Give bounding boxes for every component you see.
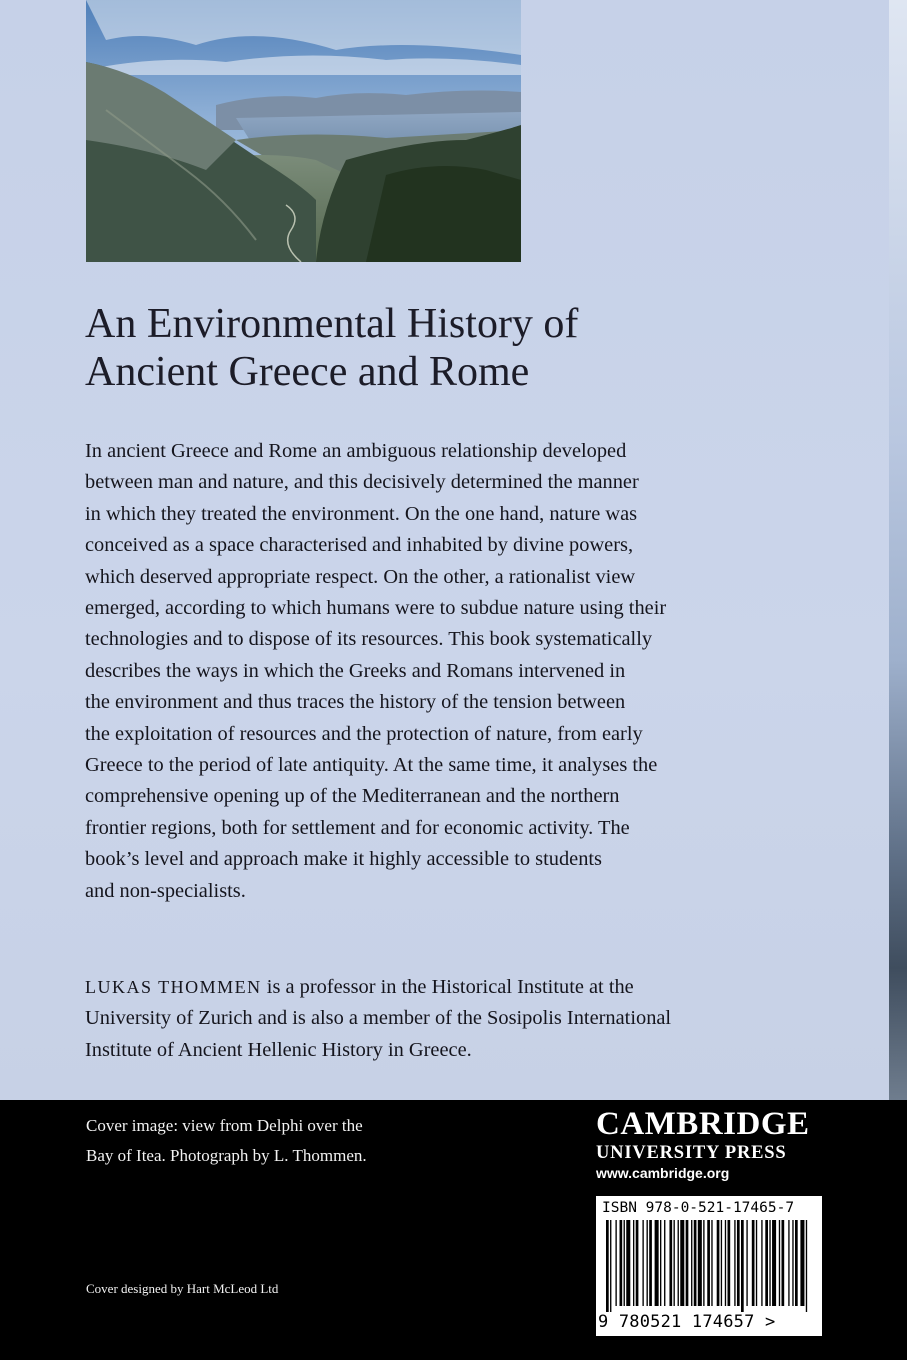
- title-line: An Environmental History of: [85, 301, 579, 347]
- description-line: describes the ways in which the Greeks and Romans intervened in: [85, 659, 626, 682]
- barcode-bar: [678, 1220, 679, 1306]
- barcode-bar: [655, 1220, 659, 1306]
- barcode-bar: [647, 1220, 648, 1306]
- publisher-website: www.cambridge.org: [596, 1165, 730, 1181]
- cover-image-credit: [86, 1111, 506, 1171]
- description-line: in which they treated the environment. On the one hand, nature was: [85, 502, 638, 525]
- barcode-bar: [711, 1220, 712, 1306]
- author-bio-line: Institute of Ancient Hellenic History in Greece.: [85, 1038, 472, 1061]
- publisher-logo: [596, 1106, 836, 1182]
- barcode-bar: [752, 1220, 755, 1306]
- description-line: between man and nature, and this decisively determined the manner: [85, 471, 639, 494]
- barcode-bar: [649, 1220, 652, 1306]
- barcode-bar: [694, 1220, 697, 1306]
- author-bio: [85, 972, 785, 1066]
- barcode-bar: [615, 1220, 616, 1306]
- title-line: Ancient Greece and Rome: [85, 349, 530, 395]
- barcode-bar: [788, 1220, 789, 1306]
- barcode-bar: [725, 1220, 726, 1306]
- barcode-bar: [707, 1220, 710, 1306]
- spine-photo-strip: [889, 0, 907, 1100]
- description-line: Greece to the period of late antiquity. At the same time, it analyses the: [85, 754, 658, 777]
- barcode-bar: [761, 1220, 762, 1306]
- author-bio-line: [85, 972, 785, 1003]
- description-line: In ancient Greece and Rome an ambiguous relationship developed: [85, 440, 627, 462]
- barcode-bar: [779, 1220, 780, 1306]
- description-line: technologies and to dispose of its resources. This book systematically: [85, 628, 653, 651]
- description-line: book’s level and approach make it highly accessible to students: [85, 848, 602, 871]
- barcode-bar: [728, 1220, 731, 1306]
- barcode-bar: [698, 1220, 702, 1306]
- barcode-bar: [741, 1220, 744, 1312]
- barcode-bar: [669, 1220, 672, 1306]
- ean-digits: 9 780521 174657 >: [598, 1312, 776, 1332]
- barcode-bar: [620, 1220, 623, 1306]
- barcode-bar: [782, 1220, 785, 1306]
- barcode-bar: [765, 1220, 768, 1306]
- description-line: the environment and thus traces the history of the tension between: [85, 691, 626, 714]
- cover-photo: [86, 0, 521, 262]
- barcode-bar: [660, 1220, 661, 1306]
- barcode-bar: [795, 1220, 798, 1306]
- barcode-bar: [664, 1220, 665, 1306]
- description-line: emerged, according to which humans were to subdue nature using their: [85, 597, 667, 620]
- barcode-bar: [691, 1220, 692, 1306]
- description-line: the exploitation of resources and the protection of nature, from early: [85, 722, 643, 745]
- barcode-bar: [806, 1220, 807, 1312]
- description-line: which deserved appropriate respect. On the other, a rationalist view: [85, 565, 636, 588]
- barcode-icon: [602, 1220, 816, 1312]
- barcode-box: [596, 1196, 822, 1336]
- publisher-name: CAMBRIDGE: [596, 1106, 810, 1142]
- barcode-bar: [686, 1220, 689, 1306]
- description-line: and non-specialists.: [85, 879, 246, 902]
- publisher-press: UNIVERSITY PRESS: [596, 1143, 787, 1163]
- barcode-bar: [769, 1220, 770, 1306]
- book-title: [85, 300, 805, 396]
- barcode-bar: [624, 1220, 625, 1306]
- author-bio-line: University of Zurich and is also a member of the Sosipolis International: [85, 1007, 672, 1030]
- barcode-bar: [772, 1220, 776, 1306]
- barcode-bar: [626, 1220, 630, 1306]
- description-line: conceived as a space characterised and inhabited by divine powers,: [85, 534, 634, 557]
- barcode-bar: [737, 1220, 740, 1306]
- barcode-bar: [606, 1220, 609, 1312]
- barcode-bar: [734, 1220, 735, 1306]
- barcode-bar: [717, 1220, 720, 1306]
- barcode-bar: [674, 1220, 675, 1306]
- book-description: [85, 436, 785, 907]
- isbn-number: ISBN 978-0-521-17465-7: [602, 1200, 795, 1216]
- author-bio-text: is a professor in the Historical Institute at the: [261, 976, 634, 998]
- barcode-bar: [633, 1220, 634, 1306]
- barcode-bar: [800, 1220, 804, 1306]
- author-name: LUKAS THOMMEN: [85, 977, 262, 997]
- mountain-valley-photo: [86, 0, 521, 262]
- credit-line: Bay of Itea. Photograph by L. Thommen.: [86, 1146, 367, 1165]
- barcode-bar: [703, 1220, 704, 1306]
- barcode-bar: [721, 1220, 722, 1306]
- barcode-bar: [680, 1220, 684, 1306]
- barcode-bar: [746, 1220, 747, 1306]
- description-line: comprehensive opening up of the Mediterranean and the northern: [85, 785, 620, 808]
- barcode-bar: [792, 1220, 793, 1306]
- credit-line: Cover image: view from Delphi over the: [86, 1116, 363, 1135]
- cover-designer-credit: Cover designed by Hart McLeod Ltd: [86, 1281, 279, 1296]
- description-line: frontier regions, both for settlement and for economic activity. The: [85, 816, 630, 839]
- barcode-bar: [636, 1220, 639, 1306]
- barcode-bar: [642, 1220, 643, 1306]
- barcode-bar: [756, 1220, 757, 1306]
- barcode-bar: [610, 1220, 611, 1312]
